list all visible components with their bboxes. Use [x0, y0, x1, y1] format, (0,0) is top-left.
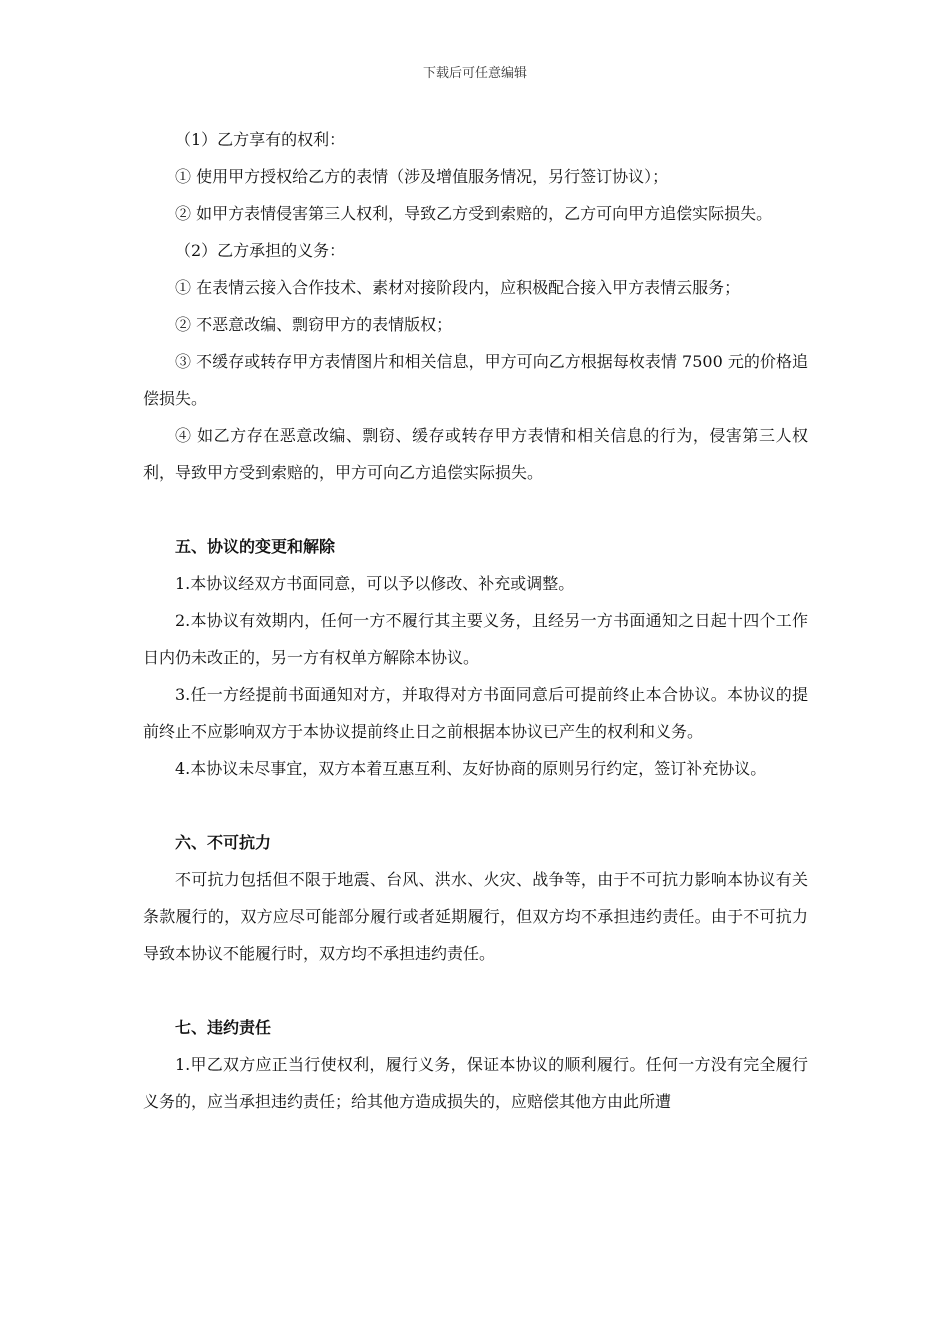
- section-spacer: [143, 491, 808, 528]
- paragraph: 3.任一方经提前书面通知对方，并取得对方书面同意后可提前终止本合协议。本协议的提前终止不应影响双方于本协议提前终止日之前根据本协议已产生的权利和义务。: [143, 685, 808, 741]
- section-heading: 七、违约责任: [175, 1018, 272, 1037]
- page-header: 下载后可任意编辑: [422, 66, 527, 81]
- section-spacer: [143, 787, 808, 824]
- paragraph: ② 不恶意改编、剽窃甲方的表情版权；: [175, 315, 453, 334]
- paragraph: （2）乙方承担的义务：: [175, 241, 346, 260]
- paragraph: 1.甲乙双方应正当行使权利，履行义务，保证本协议的顺利履行。任何一方没有完全履行义务的，应当承担违约责任；给其他方造成损失的，应赔偿其他方由此所遭: [143, 1055, 808, 1111]
- section-heading: 六、不可抗力: [175, 833, 272, 852]
- paragraph: 不可抗力包括但不限于地震、台风、洪水、火灾、战争等，由于不可抗力影响本协议有关条款履行的，双方应尽可能部分履行或者延期履行，但双方均不承担违约责任。由于不可抗力导致本协议不能履行时，双方均不承担违约责任。: [143, 870, 808, 963]
- paragraph: ② 如甲方表情侵害第三人权利，导致乙方受到索赔的，乙方可向甲方追偿实际损失。: [175, 204, 773, 223]
- paragraph: ③ 不缓存或转存甲方表情图片和相关信息，甲方可向乙方根据每枚表情 7500 元的价格追偿损失。: [143, 352, 808, 408]
- paragraph: 2.本协议有效期内，任何一方不履行其主要义务，且经另一方书面通知之日起十四个工作日内仍未改正的，另一方有权单方解除本协议。: [143, 611, 808, 667]
- document-body: [143, 121, 808, 1120]
- paragraph: ④ 如乙方存在恶意改编、剽窃、缓存或转存甲方表情和相关信息的行为，侵害第三人权利，导致甲方受到索赔的，甲方可向乙方追偿实际损失。: [143, 426, 808, 482]
- paragraph: ① 在表情云接入合作技术、素材对接阶段内，应积极配合接入甲方表情云服务；: [175, 278, 741, 297]
- paragraph: 1.本协议经双方书面同意，可以予以修改、补充或调整。: [175, 574, 575, 593]
- section-heading: 五、协议的变更和解除: [175, 537, 336, 556]
- paragraph: （1）乙方享有的权利：: [175, 130, 346, 149]
- section-spacer: [143, 972, 808, 1009]
- paragraph: ① 使用甲方授权给乙方的表情（涉及增值服务情况，另行签订协议）；: [175, 167, 669, 186]
- paragraph: 4.本协议未尽事宜，双方本着互惠互利、友好协商的原则另行约定，签订补充协议。: [175, 759, 767, 778]
